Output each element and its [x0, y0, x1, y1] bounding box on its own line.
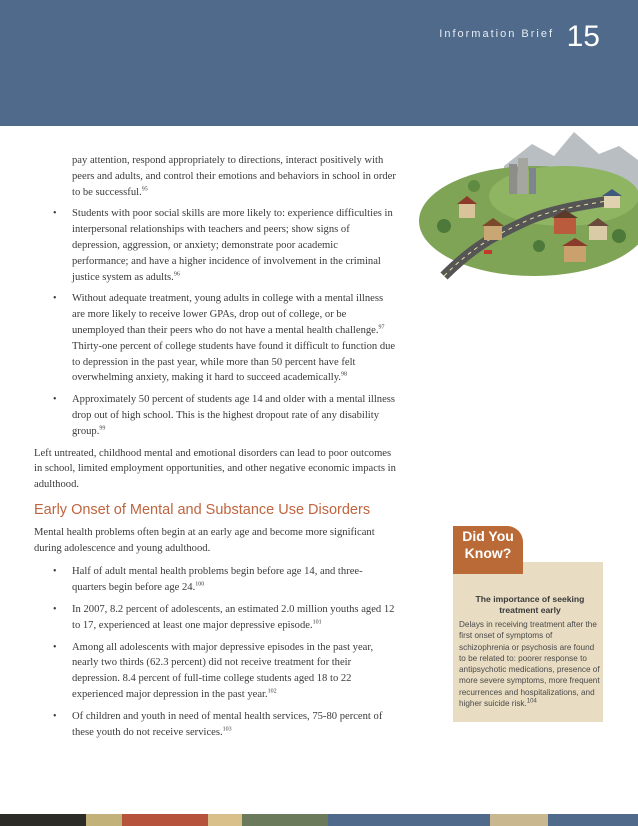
footer-segment	[86, 814, 122, 826]
callout-title-line2: Know?	[464, 545, 512, 561]
callout-title	[457, 528, 519, 562]
section-heading: Early Onset of Mental and Substance Use Disorders	[34, 501, 371, 518]
paragraph-outcomes: Left untreated, childhood mental and emotional disorders can lead to poor outcomes in school, limited employment opportunities, and other negative economic impacts in adulthood.	[34, 447, 396, 491]
footnote-ref: 100	[195, 581, 205, 588]
bullet-text: Thirty-one percent of college students have found it difficult to function due to depression in the past year, while more than 50 percent have felt overwhelming anxiety, making it hard to succeed academically.	[72, 340, 396, 384]
footer-segment	[490, 814, 548, 826]
bullet-symbol: •	[53, 566, 57, 578]
bullet-symbol: •	[53, 293, 57, 305]
footer-segment	[328, 814, 490, 826]
footer-segment	[122, 814, 208, 826]
town-illustration	[414, 126, 638, 282]
bullet-symbol: •	[53, 208, 57, 220]
callout-title-line1: Did You	[462, 528, 514, 544]
footnote-ref: 98	[340, 371, 347, 378]
bullet-text: Students with poor social skills are more likely to: experience difficulties in interpersonal relationships with teachers and peers; show signs of depression, aggression, or anxiety; demonstrate poor academic performance; and have a higher incidence of involvement in the criminal justice system as adults.	[72, 208, 393, 283]
main-content	[34, 153, 396, 746]
footnote-ref: 97	[378, 324, 385, 331]
list-item	[34, 291, 396, 386]
list-item	[34, 206, 396, 285]
page-number: 15	[566, 20, 600, 53]
footer-segment	[208, 814, 242, 826]
early-onset-bullets	[34, 564, 396, 740]
callout-body-text: Delays in receiving treatment after the first onset of symptoms of schizophrenia or psychosis are found to be related to: poorer response to antipsychotic medications, presence of more severe symptoms, more frequent recurrences and hospitalizations, and higher suicide risk.	[459, 620, 600, 709]
footer-color-bar	[0, 814, 638, 826]
list-item	[34, 709, 396, 741]
list-item	[34, 564, 396, 596]
page-header	[0, 0, 638, 126]
callout-body	[459, 619, 601, 709]
bullet-text: Half of adult mental health problems begin before age 14, and three-quarters begin before age 24.	[72, 566, 363, 594]
footnote-ref: 96	[173, 271, 180, 278]
list-item	[34, 153, 396, 200]
footnote-ref: 104	[526, 698, 537, 705]
footer-segment	[242, 814, 328, 826]
bullet-text: Among all adolescents with major depressive episodes in the past year, nearly two thirds (62.3 percent) did not receive treatment for their depression. 8.4 percent of full-time college students aged 18 to 22 experienced major depression in the past year.	[72, 641, 374, 700]
callout-tab	[453, 526, 523, 574]
intro-bullets	[34, 153, 396, 440]
list-item	[34, 602, 396, 634]
bullet-text: Of children and youth in need of mental health services, 75-80 percent of these youth do not receive services.	[72, 710, 383, 738]
bullet-text: pay attention, respond appropriately to directions, interact positively with peers and adults, and control their emotions and behaviors in school in order to be successful.	[72, 155, 396, 198]
footnote-ref: 103	[222, 725, 232, 732]
footnote-ref: 102	[267, 688, 277, 695]
bullet-symbol: •	[53, 641, 57, 653]
bullet-text: Without adequate treatment, young adults in college with a mental illness are more likely to receive lower GPAs, drop out of college, or be unemployed than their peers who do not have a mental health challenge.	[72, 293, 384, 336]
footnote-ref: 101	[312, 619, 322, 626]
footnote-ref: 95	[141, 186, 148, 193]
did-you-know-callout	[453, 526, 605, 722]
bullet-symbol: •	[53, 710, 57, 722]
header-label: Information Brief	[439, 28, 554, 40]
bullet-symbol: •	[53, 603, 57, 615]
bullet-text: Approximately 50 percent of students age 14 and older with a mental illness drop out of high school. This is the highest dropout rate of any disability group.	[72, 394, 396, 437]
bullet-symbol: •	[53, 394, 57, 406]
footer-segment	[548, 814, 638, 826]
callout-subtitle: The importance of seeking treatment early	[475, 594, 585, 615]
paragraph-early-onset: Mental health problems often begin at an early age and become more significant during adolescence and young adulthood.	[34, 526, 375, 554]
list-item	[34, 640, 396, 703]
bullet-text: In 2007, 8.2 percent of adolescents, an estimated 2.0 million youths aged 12 to 17, experienced at least one major depressive episode.	[72, 603, 395, 631]
list-item	[34, 392, 396, 439]
footnote-ref: 99	[99, 425, 106, 432]
footer-segment	[0, 814, 86, 826]
